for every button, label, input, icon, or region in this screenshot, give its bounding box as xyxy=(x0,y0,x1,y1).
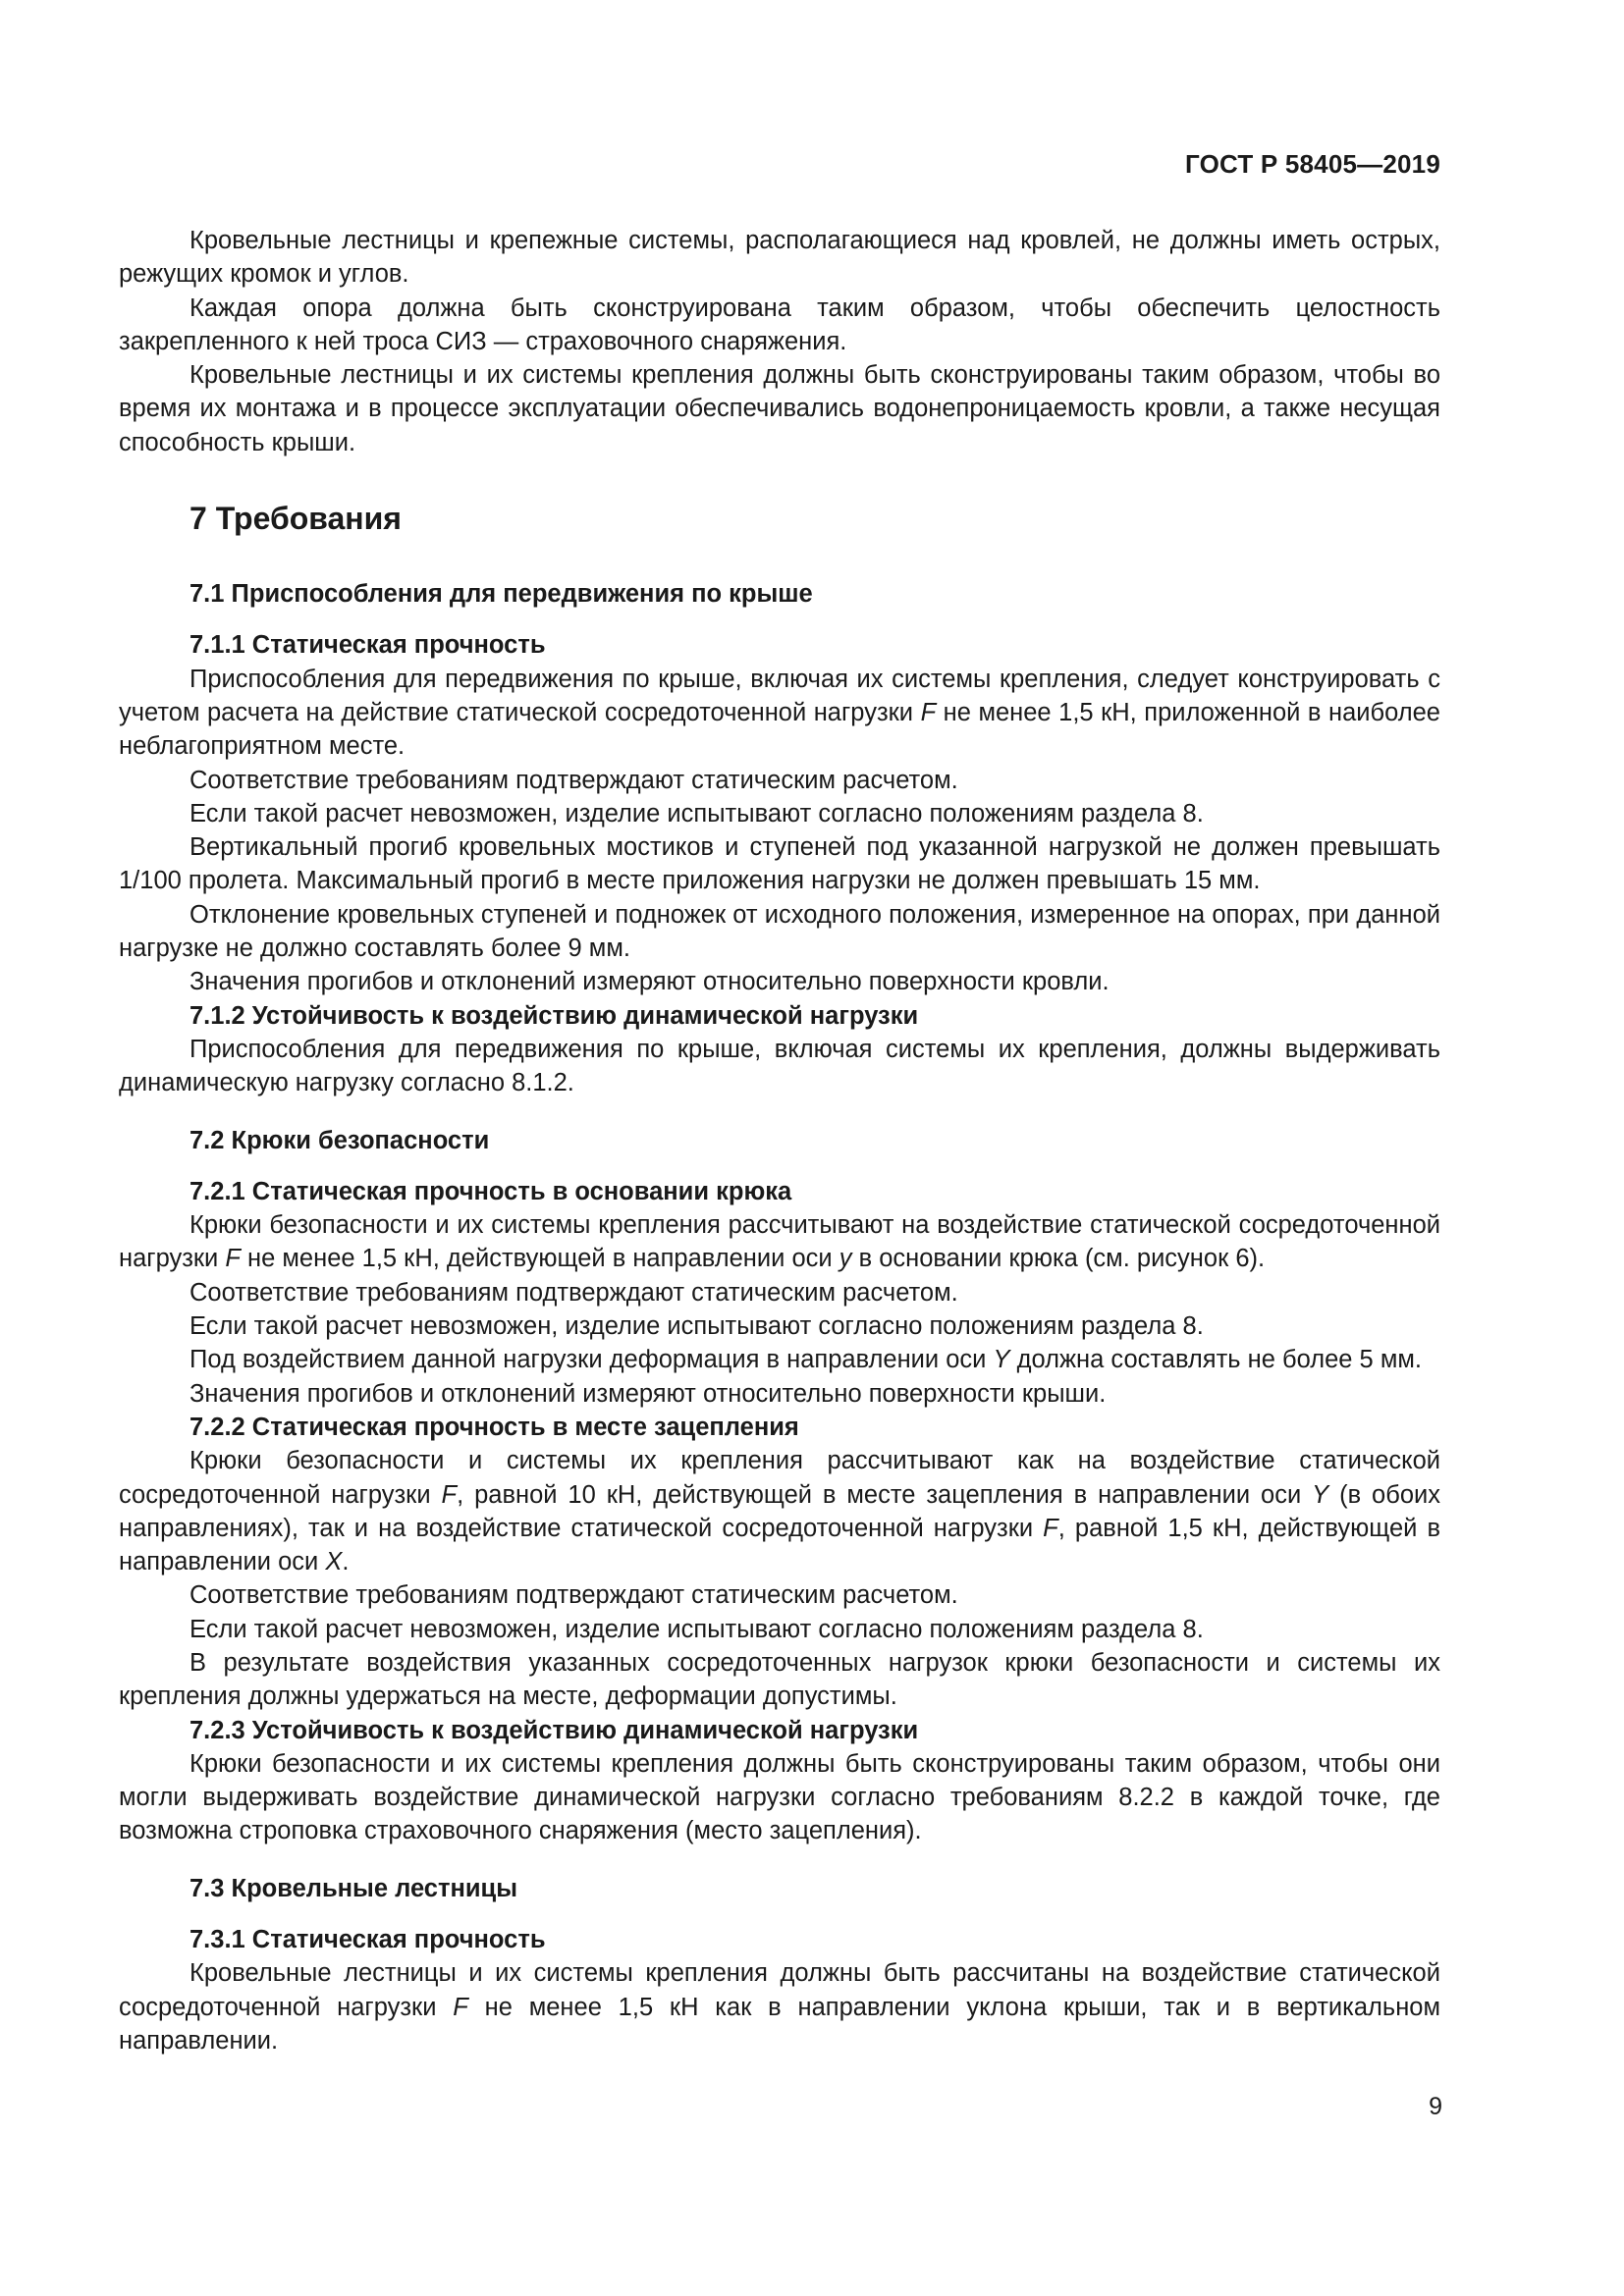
variable-f: F xyxy=(1043,1514,1058,1542)
section-7-2-heading: 7.2 Крюки безопасности xyxy=(189,1126,490,1154)
section-7-2-1-heading: 7.2.1 Статическая прочность в основании крюка xyxy=(189,1177,792,1205)
section-7-2-1-paragraph-2: Соответствие требованиям подтверждают статическим расчетом. xyxy=(189,1278,958,1307)
text-fragment: Крюки безопасности и системы их крепления рассчитывают как на воздействие статической сосредоточенной нагрузки xyxy=(119,1447,1440,1509)
text-fragment: должна составлять не более 5 мм. xyxy=(1009,1346,1422,1374)
section-7-2-1-paragraph-4 xyxy=(119,1343,1440,1376)
section-7-1-heading: 7.1 Приспособления для передвижения по крыше xyxy=(189,580,813,609)
variable-x: X xyxy=(325,1548,343,1576)
variable-y: y xyxy=(839,1245,852,1273)
section-7-1-2-heading: 7.1.2 Устойчивость к воздействию динамической нагрузки xyxy=(189,1001,919,1030)
intro-paragraph-1: Кровельные лестницы и крепежные системы, располагающиеся над кровлей, не должны иметь острых, режущих кромок и углов. xyxy=(119,227,1440,289)
text-fragment: Кровельные лестницы и их системы крепления должны быть рассчитаны на воздействие статической сосредоточенной нагрузки xyxy=(119,1959,1440,2021)
section-7-1-1-paragraph-2: Соответствие требованиям подтверждают статическим расчетом. xyxy=(189,766,958,794)
section-7-2-2-paragraph-2: Соответствие требованиям подтверждают статическим расчетом. xyxy=(189,1581,958,1610)
text-fragment: Приспособления для передвижения по крыше, включая их системы крепления, следует конструировать с учетом расчета на действие статической сосредоточенной нагрузки xyxy=(119,665,1440,726)
variable-f: F xyxy=(453,1993,468,2021)
document-body xyxy=(119,224,1440,2057)
section-7-2-1-paragraph-1 xyxy=(119,1208,1440,1276)
text-fragment: не менее 1,5 кН, действующей в направлении оси xyxy=(240,1245,839,1273)
text-fragment: не менее 1,5 кН, приложенной в наиболее неблагоприятном месте. xyxy=(119,698,1440,761)
variable-y: Y xyxy=(1312,1480,1329,1509)
section-7-3-heading: 7.3 Кровельные лестницы xyxy=(189,1874,518,1902)
section-7-1-1-heading: 7.1.1 Статическая прочность xyxy=(189,631,546,660)
variable-f: F xyxy=(225,1245,241,1273)
text-fragment: в основании крюка (см. рисунок 6). xyxy=(851,1245,1266,1273)
section-7-1-1-paragraph-4: Вертикальный прогиб кровельных мостиков и ступеней под указанной нагрузкой не должен превышать 1/100 пролета. Максимальный прогиб в месте приложения нагрузки не должен превышать 15 мм. xyxy=(119,833,1440,895)
section-7-1-1-paragraph-5: Отклонение кровельных ступеней и подножек от исходного положения, измеренное на опорах, при данной нагрузке не должно составлять более 9 мм. xyxy=(119,900,1440,963)
text-fragment: Крюки безопасности и их системы крепления рассчитывают на воздействие статической сосредоточенной нагрузки xyxy=(119,1211,1440,1273)
text-fragment: . xyxy=(342,1548,350,1576)
variable-y: Y xyxy=(993,1346,1010,1374)
section-7-2-2-heading: 7.2.2 Статическая прочность в месте зацепления xyxy=(189,1413,799,1441)
section-7-3-1-heading: 7.3.1 Статическая прочность xyxy=(189,1926,546,1954)
intro-paragraph-2: Каждая опора должна быть сконструирована таким образом, чтобы обеспечить целостность закрепленного к ней троса СИЗ — страховочного снаряжения. xyxy=(119,294,1440,355)
text-fragment: Под воздействием данной нагрузки деформация в направлении оси xyxy=(189,1346,994,1374)
section-7-1-1-paragraph-1 xyxy=(119,663,1440,764)
section-7-2-2-paragraph-1 xyxy=(119,1444,1440,1578)
section-7-1-1-paragraph-6: Значения прогибов и отклонений измеряют относительно поверхности кровли. xyxy=(189,968,1110,996)
section-7-3-1-paragraph-1 xyxy=(119,1956,1440,2057)
section-7-1-1-paragraph-3: Если такой расчет невозможен, изделие испытывают согласно положениям раздела 8. xyxy=(189,799,1204,828)
intro-paragraph-3: Кровельные лестницы и их системы крепления должны быть сконструированы таким образом, чтобы во время их монтажа и в процессе эксплуатации обеспечивались водонепроницаемость кровли, а также несущая способность крыши. xyxy=(119,361,1440,456)
page-number: 9 xyxy=(1429,2093,1442,2120)
section-7-2-3-heading: 7.2.3 Устойчивость к воздействию динамической нагрузки xyxy=(189,1716,919,1744)
document-header-id: ГОСТ Р 58405—2019 xyxy=(1185,149,1440,179)
section-7-heading: 7 Требования xyxy=(189,501,402,537)
variable-f: F xyxy=(441,1480,458,1509)
section-7-2-3-paragraph-1: Крюки безопасности и их системы крепления должны быть сконструированы таким образом, чтобы они могли выдерживать воздействие динамической нагрузки согласно требованиям 8.2.2 в каждой точке, где возможна строповка страховочного снаряжения (место зацепления). xyxy=(119,1749,1440,1845)
section-7-2-2-paragraph-4: В результате воздействия указанных сосредоточенных нагрузок крюки безопасности и системы их крепления должны удержаться на месте, деформации допустимы. xyxy=(119,1648,1440,1711)
text-fragment: не менее 1,5 кН как в направлении уклона крыши, так и в вертикальном направлении. xyxy=(119,1993,1440,2055)
section-7-1-2-paragraph-1: Приспособления для передвижения по крыше, включая системы их крепления, должны выдерживать динамическую нагрузку согласно 8.1.2. xyxy=(119,1035,1440,1097)
section-7-2-1-paragraph-5: Значения прогибов и отклонений измеряют относительно поверхности крыши. xyxy=(189,1379,1107,1408)
text-fragment: , равной 10 кН, действующей в месте зацепления в направлении оси xyxy=(457,1480,1313,1509)
text-fragment: , равной 1,5 кН, действующей в направлении оси xyxy=(119,1514,1440,1576)
text-fragment: (в обоих направлениях), так и на воздействие статической сосредоточенной нагрузки xyxy=(119,1480,1441,1542)
section-7-2-1-paragraph-3: Если такой расчет невозможен, изделие испытывают согласно положениям раздела 8. xyxy=(189,1312,1204,1341)
section-7-2-2-paragraph-3: Если такой расчет невозможен, изделие испытывают согласно положениям раздела 8. xyxy=(189,1615,1204,1643)
variable-f: F xyxy=(920,698,937,726)
